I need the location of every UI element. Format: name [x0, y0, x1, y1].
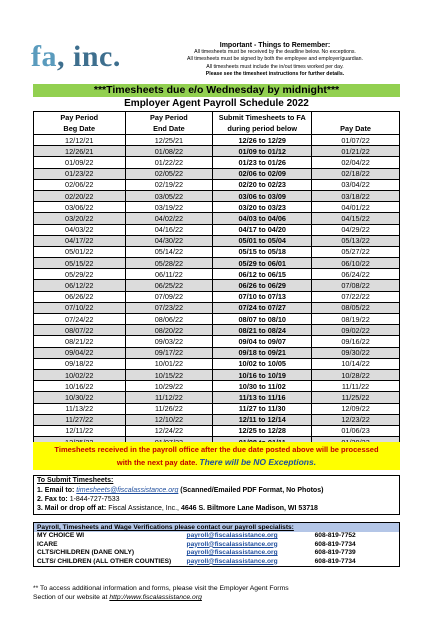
submit-period-cell: 04/03 to 04/06 [213, 213, 312, 224]
submit-period-cell: 07/10 to 07/13 [213, 291, 312, 302]
end-date-cell: 04/16/22 [125, 224, 213, 235]
beg-date-cell: 12/12/21 [34, 135, 126, 146]
schedule-row [34, 381, 400, 392]
end-date-cell: 05/28/22 [125, 258, 213, 269]
end-date-cell: 11/26/22 [125, 403, 213, 414]
schedule-row [34, 146, 400, 157]
end-date-cell: 12/24/22 [125, 425, 213, 436]
fax-label: 2. Fax to: [37, 496, 68, 503]
submit-heading: To Submit Timesheets: [37, 477, 114, 484]
beg-date-cell: 12/11/22 [34, 425, 126, 436]
pay-date-cell: 10/28/22 [312, 369, 400, 380]
submit-period-cell: 05/15 to 05/18 [213, 246, 312, 257]
schedule-row [34, 246, 400, 257]
contact-email[interactable]: payroll@fiscalassistance.org [186, 532, 278, 539]
end-date-cell: 09/17/22 [125, 347, 213, 358]
header-row-bottom [34, 123, 400, 135]
pay-date-cell: 09/02/22 [312, 325, 400, 336]
submit-period-cell: 03/06 to 03/09 [213, 190, 312, 201]
contact-phone: 608-819-7739 [314, 549, 356, 556]
important-notes [150, 42, 400, 78]
schedule-row [34, 336, 400, 347]
pay-date-cell: 12/23/22 [312, 414, 400, 425]
pay-date-cell: 02/18/22 [312, 168, 400, 179]
submit-instructions [33, 475, 400, 515]
company-logo: fa, inc. [31, 40, 121, 73]
submit-period-cell: 02/06 to 02/09 [213, 168, 312, 179]
schedule-row [34, 202, 400, 213]
pay-date-cell: 01/21/22 [312, 146, 400, 157]
submit-period-cell: 05/29 to 06/01 [213, 258, 312, 269]
email-link[interactable]: timesheets@fiscalassistance.org [76, 487, 179, 494]
beg-date-cell: 10/16/22 [34, 381, 126, 392]
schedule-row [34, 302, 400, 313]
contact-row [34, 558, 400, 567]
website-link[interactable]: http://www.fiscalassistance.org [109, 594, 202, 601]
submit-period-cell: 10/16 to 10/19 [213, 369, 312, 380]
schedule-title: Employer Agent Payroll Schedule 2022 [124, 98, 309, 109]
schedule-row [34, 369, 400, 380]
beg-date-cell: 10/30/22 [34, 392, 126, 403]
schedule-row [34, 414, 400, 425]
contacts-heading: Payroll, Timesheets and Wage Verifications please contact our payroll specialists: [34, 523, 400, 533]
email-note: (Scanned/Emailed PDF Format, No Photos) [180, 487, 324, 494]
notice-emphasis: There will be NO Exceptions. [199, 457, 317, 467]
pay-date-cell: 08/19/22 [312, 314, 400, 325]
end-date-cell: 08/20/22 [125, 325, 213, 336]
schedule-row [34, 291, 400, 302]
pay-date-cell: 04/29/22 [312, 224, 400, 235]
pay-date-cell: 02/04/22 [312, 157, 400, 168]
contact-phone: 608-819-7734 [314, 557, 356, 565]
submit-period-cell: 10/02 to 10/05 [213, 358, 312, 369]
important-title: Important - Things to Remember: [219, 42, 331, 49]
submit-period-cell: 01/23 to 01/26 [213, 157, 312, 168]
end-date-cell: 08/06/22 [125, 314, 213, 325]
pay-date-cell: 09/16/22 [312, 336, 400, 347]
end-date-cell: 06/11/22 [125, 269, 213, 280]
end-date-cell: 10/01/22 [125, 358, 213, 369]
beg-date-cell: 07/24/22 [34, 314, 126, 325]
submit-period-cell: 02/20 to 02/23 [213, 179, 312, 190]
program-name: CLTS/ CHILDREN (ALL OTHER COUNTIES) [37, 557, 172, 565]
submit-period-cell: 09/18 to 09/21 [213, 347, 312, 358]
beg-date-cell: 08/07/22 [34, 325, 126, 336]
schedule-row [34, 358, 400, 369]
end-date-cell: 03/05/22 [125, 190, 213, 201]
submit-period-cell: 05/01 to 05/04 [213, 235, 312, 246]
footer-line: ** To access additional information and forms, please visit the Employer Agent Forms [33, 585, 289, 592]
schedule-row [34, 168, 400, 179]
schedule-row [34, 269, 400, 280]
beg-date-cell: 04/03/22 [34, 224, 126, 235]
col-header: Pay Period [125, 112, 213, 124]
submit-period-cell: 09/04 to 09/07 [213, 336, 312, 347]
due-banner: ***Timesheets due e/o Wednesday by midnight*** [33, 84, 400, 97]
beg-date-cell: 01/23/22 [34, 168, 126, 179]
footer-note [33, 584, 403, 602]
col-header: End Date [125, 123, 213, 135]
contact-phone: 608-819-7734 [314, 540, 356, 548]
beg-date-cell: 09/18/22 [34, 358, 126, 369]
submit-period-cell: 08/07 to 08/10 [213, 314, 312, 325]
contact-email[interactable]: payroll@fiscalassistance.org [186, 557, 278, 565]
end-date-cell: 04/30/22 [125, 235, 213, 246]
contact-phone: 608-819-7752 [314, 532, 356, 539]
col-header: Pay Period [34, 112, 126, 124]
schedule-row [34, 235, 400, 246]
pay-date-cell: 11/25/22 [312, 392, 400, 403]
program-name: ICARE [37, 540, 58, 548]
end-date-cell: 04/02/22 [125, 213, 213, 224]
beg-date-cell: 03/20/22 [34, 213, 126, 224]
submit-period-cell: 11/13 to 11/16 [213, 392, 312, 403]
beg-date-cell: 06/26/22 [34, 291, 126, 302]
col-header: during period below [213, 123, 312, 135]
end-date-cell: 11/12/22 [125, 392, 213, 403]
mail-label: 3. Mail or drop off at: [37, 505, 107, 512]
end-date-cell: 02/05/22 [125, 168, 213, 179]
important-line: All timesheets must be received by the deadline below. No exceptions. [194, 49, 356, 56]
end-date-cell: 12/25/21 [125, 135, 213, 146]
submit-period-cell: 12/25 to 12/28 [213, 425, 312, 436]
end-date-cell: 03/19/22 [125, 202, 213, 213]
beg-date-cell: 05/01/22 [34, 246, 126, 257]
notice-line: with the next pay date. [116, 458, 198, 467]
program-name: MY CHOICE WI [37, 532, 85, 539]
contact-row [34, 549, 400, 558]
schedule-row [34, 325, 400, 336]
important-line: All timesheets must be signed by both the employee and employer/guardian. [187, 56, 363, 63]
pay-date-cell: 06/24/22 [312, 269, 400, 280]
pay-date-cell: 01/06/23 [312, 425, 400, 436]
contact-email[interactable]: payroll@fiscalassistance.org [186, 549, 278, 556]
pay-date-cell: 11/11/22 [312, 381, 400, 392]
beg-date-cell: 05/15/22 [34, 258, 126, 269]
submit-period-cell: 11/27 to 11/30 [213, 403, 312, 414]
payroll-contacts-table [33, 522, 400, 567]
schedule-row [34, 347, 400, 358]
pay-date-cell: 07/08/22 [312, 280, 400, 291]
schedule-row [34, 280, 400, 291]
end-date-cell: 12/10/22 [125, 414, 213, 425]
pay-date-cell: 04/15/22 [312, 213, 400, 224]
submit-period-cell: 08/21 to 08/24 [213, 325, 312, 336]
end-date-cell: 02/19/22 [125, 179, 213, 190]
submit-period-cell: 10/30 to 11/02 [213, 381, 312, 392]
end-date-cell: 06/25/22 [125, 280, 213, 291]
submit-period-cell: 06/12 to 06/15 [213, 269, 312, 280]
schedule-row [34, 213, 400, 224]
schedule-row [34, 392, 400, 403]
pay-date-cell: 05/27/22 [312, 246, 400, 257]
beg-date-cell: 05/29/22 [34, 269, 126, 280]
end-date-cell: 07/23/22 [125, 302, 213, 313]
beg-date-cell: 10/02/22 [34, 369, 126, 380]
beg-date-cell: 04/17/22 [34, 235, 126, 246]
email-label: 1. Email to: [37, 487, 75, 494]
submit-period-cell: 12/11 to 12/14 [213, 414, 312, 425]
fax-number: 1-844-727-7533 [69, 496, 120, 503]
beg-date-cell: 11/27/22 [34, 414, 126, 425]
late-notice [33, 442, 400, 470]
contact-row [34, 532, 400, 541]
end-date-cell: 09/03/22 [125, 336, 213, 347]
pay-date-cell: 04/01/22 [312, 202, 400, 213]
pay-date-cell: 08/05/22 [312, 302, 400, 313]
mail-address: 4646 S. Biltmore Lane Madison, WI 53718 [180, 505, 318, 512]
footer-line: Section of our website at [33, 594, 108, 601]
col-header: Submit Timesheets to FA [213, 112, 312, 124]
header-row-top [34, 112, 400, 124]
schedule-row [34, 314, 400, 325]
pay-date-cell: 03/04/22 [312, 179, 400, 190]
pay-date-cell: 07/22/22 [312, 291, 400, 302]
important-line: Please see the timesheet instructions for further details. [205, 70, 345, 77]
schedule-row [34, 135, 400, 146]
contact-email[interactable]: payroll@fiscalassistance.org [186, 540, 278, 548]
pay-date-cell: 05/13/22 [312, 235, 400, 246]
pay-date-cell: 12/09/22 [312, 403, 400, 414]
col-header: Pay Date [312, 123, 400, 135]
contact-row [34, 541, 400, 550]
important-line: All timesheets must include the in/out times worked per day. [206, 63, 344, 70]
schedule-row [34, 224, 400, 235]
pay-date-cell: 06/10/22 [312, 258, 400, 269]
submit-period-cell: 04/17 to 04/20 [213, 224, 312, 235]
beg-date-cell: 02/20/22 [34, 190, 126, 201]
beg-date-cell: 09/04/22 [34, 347, 126, 358]
program-name: CLTS/CHILDREN (DANE ONLY) [37, 549, 135, 556]
end-date-cell: 05/14/22 [125, 246, 213, 257]
submit-period-cell: 07/24 to 07/27 [213, 302, 312, 313]
submit-period-cell: 01/09 to 01/12 [213, 146, 312, 157]
end-date-cell: 01/22/22 [125, 157, 213, 168]
pay-date-cell: 03/18/22 [312, 190, 400, 201]
schedule-row [34, 258, 400, 269]
end-date-cell: 01/08/22 [125, 146, 213, 157]
schedule-row [34, 425, 400, 436]
schedule-row [34, 190, 400, 201]
beg-date-cell: 12/26/21 [34, 146, 126, 157]
end-date-cell: 07/09/22 [125, 291, 213, 302]
pay-date-cell: 10/14/22 [312, 358, 400, 369]
submit-period-cell: 03/20 to 03/23 [213, 202, 312, 213]
pay-date-cell: 09/30/22 [312, 347, 400, 358]
submit-period-cell: 06/26 to 06/29 [213, 280, 312, 291]
end-date-cell: 10/15/22 [125, 369, 213, 380]
col-header [312, 112, 400, 124]
beg-date-cell: 03/06/22 [34, 202, 126, 213]
beg-date-cell: 06/12/22 [34, 280, 126, 291]
notice-line: Timesheets received in the payroll office after the due date posted above will be processed [54, 445, 379, 454]
beg-date-cell: 07/10/22 [34, 302, 126, 313]
beg-date-cell: 11/13/22 [34, 403, 126, 414]
payroll-schedule-table [33, 111, 400, 448]
col-header: Beg Date [34, 123, 126, 135]
schedule-row [34, 157, 400, 168]
pay-date-cell: 01/07/22 [312, 135, 400, 146]
beg-date-cell: 08/21/22 [34, 336, 126, 347]
submit-period-cell: 12/26 to 12/29 [213, 135, 312, 146]
end-date-cell: 10/29/22 [125, 381, 213, 392]
beg-date-cell: 02/06/22 [34, 179, 126, 190]
beg-date-cell: 01/09/22 [34, 157, 126, 168]
schedule-row [34, 179, 400, 190]
schedule-row [34, 403, 400, 414]
mail-company: Fiscal Assistance, Inc., [108, 505, 179, 512]
